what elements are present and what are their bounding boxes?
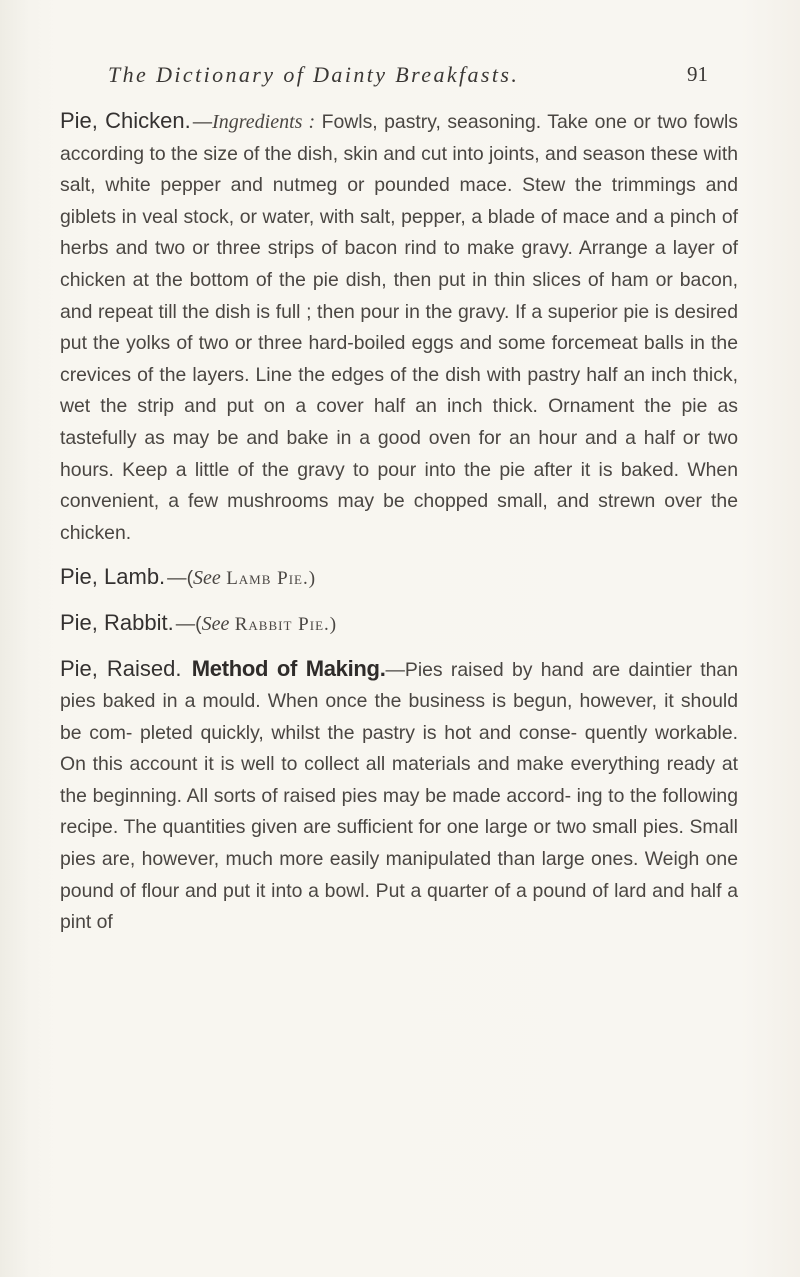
cross-reference: Rabbit Pie.	[234, 613, 330, 635]
entry-pie-raised	[60, 653, 738, 939]
cross-reference: Lamb Pie.	[226, 568, 309, 590]
entry-pie-chicken	[60, 105, 738, 549]
entry-pie-lamb	[60, 561, 738, 595]
entry-pie-rabbit	[60, 607, 738, 641]
entry-dash: —(	[175, 612, 202, 635]
page-number: 91	[687, 62, 708, 86]
see-label: See	[201, 612, 230, 635]
text-block	[60, 105, 738, 939]
entry-subheading: Method of Making.	[191, 655, 386, 681]
running-head	[108, 62, 708, 92]
close-paren: )	[329, 613, 337, 635]
entry-body: Pies raised by hand are daintier than pies baked in a mould. When once the business is begun, however, it should be com- pleted quickly, whilst the pastry is hot and conse- quently workable. On this account it is well to collect all materials and make everything ready at the beginning. All sorts of raised pies may be made accord- ing to the following recipe. The quantities given are sufficient for one large or two small pies. Small pies are, however, much more easily manipulated than large ones. Weigh one pound of flour and put it into a bowl. Put a quarter of a pound of lard and half a pint of	[60, 658, 738, 934]
ingredients-label: Ingredients :	[212, 111, 316, 133]
entry-heading: Pie, Rabbit.	[60, 609, 174, 635]
entry-dash: —	[192, 111, 213, 133]
see-label: See	[193, 567, 221, 590]
close-paren: )	[308, 568, 316, 590]
entry-heading: Pie, Chicken.	[60, 108, 191, 133]
entry-heading: Pie, Raised.	[60, 655, 182, 681]
entry-body: Fowls, pastry, seasoning. Take one or two fowls according to the size of the dish, skin and cut into joints, and season these with salt, white pepper and nutmeg or pounded mace. Stew the trimmings and giblets in veal stock, or water, with salt, pepper, a blade of mace and a pinch of herbs and two or three strips of bacon rind to make gravy. Arrange a layer of chicken at the bottom of the pie dish, then put in thin slices of ham or bacon, and repeat till the dish is full ; then pour in the gravy. If a superior pie is desired put the yolks of two or three hard-boiled eggs and some forcemeat balls in the crevices of the layers. Line the edges of the dish with pastry half an inch thick, wet the strip and put on a cover half an inch thick. Ornament the pie as tastefully as may be and bake in a good oven for an hour and a half or two hours. Keep a little of the gravy to pour into the pie after it is baked. When convenient, a few mushrooms may be chopped small, and strewn over the chicken.	[60, 111, 739, 544]
running-title: The Dictionary of Dainty Breakfasts.	[108, 62, 520, 87]
entry-dash: —(	[167, 567, 194, 590]
entry-dash: —	[385, 658, 405, 681]
entry-heading: Pie, Lamb.	[60, 564, 166, 590]
